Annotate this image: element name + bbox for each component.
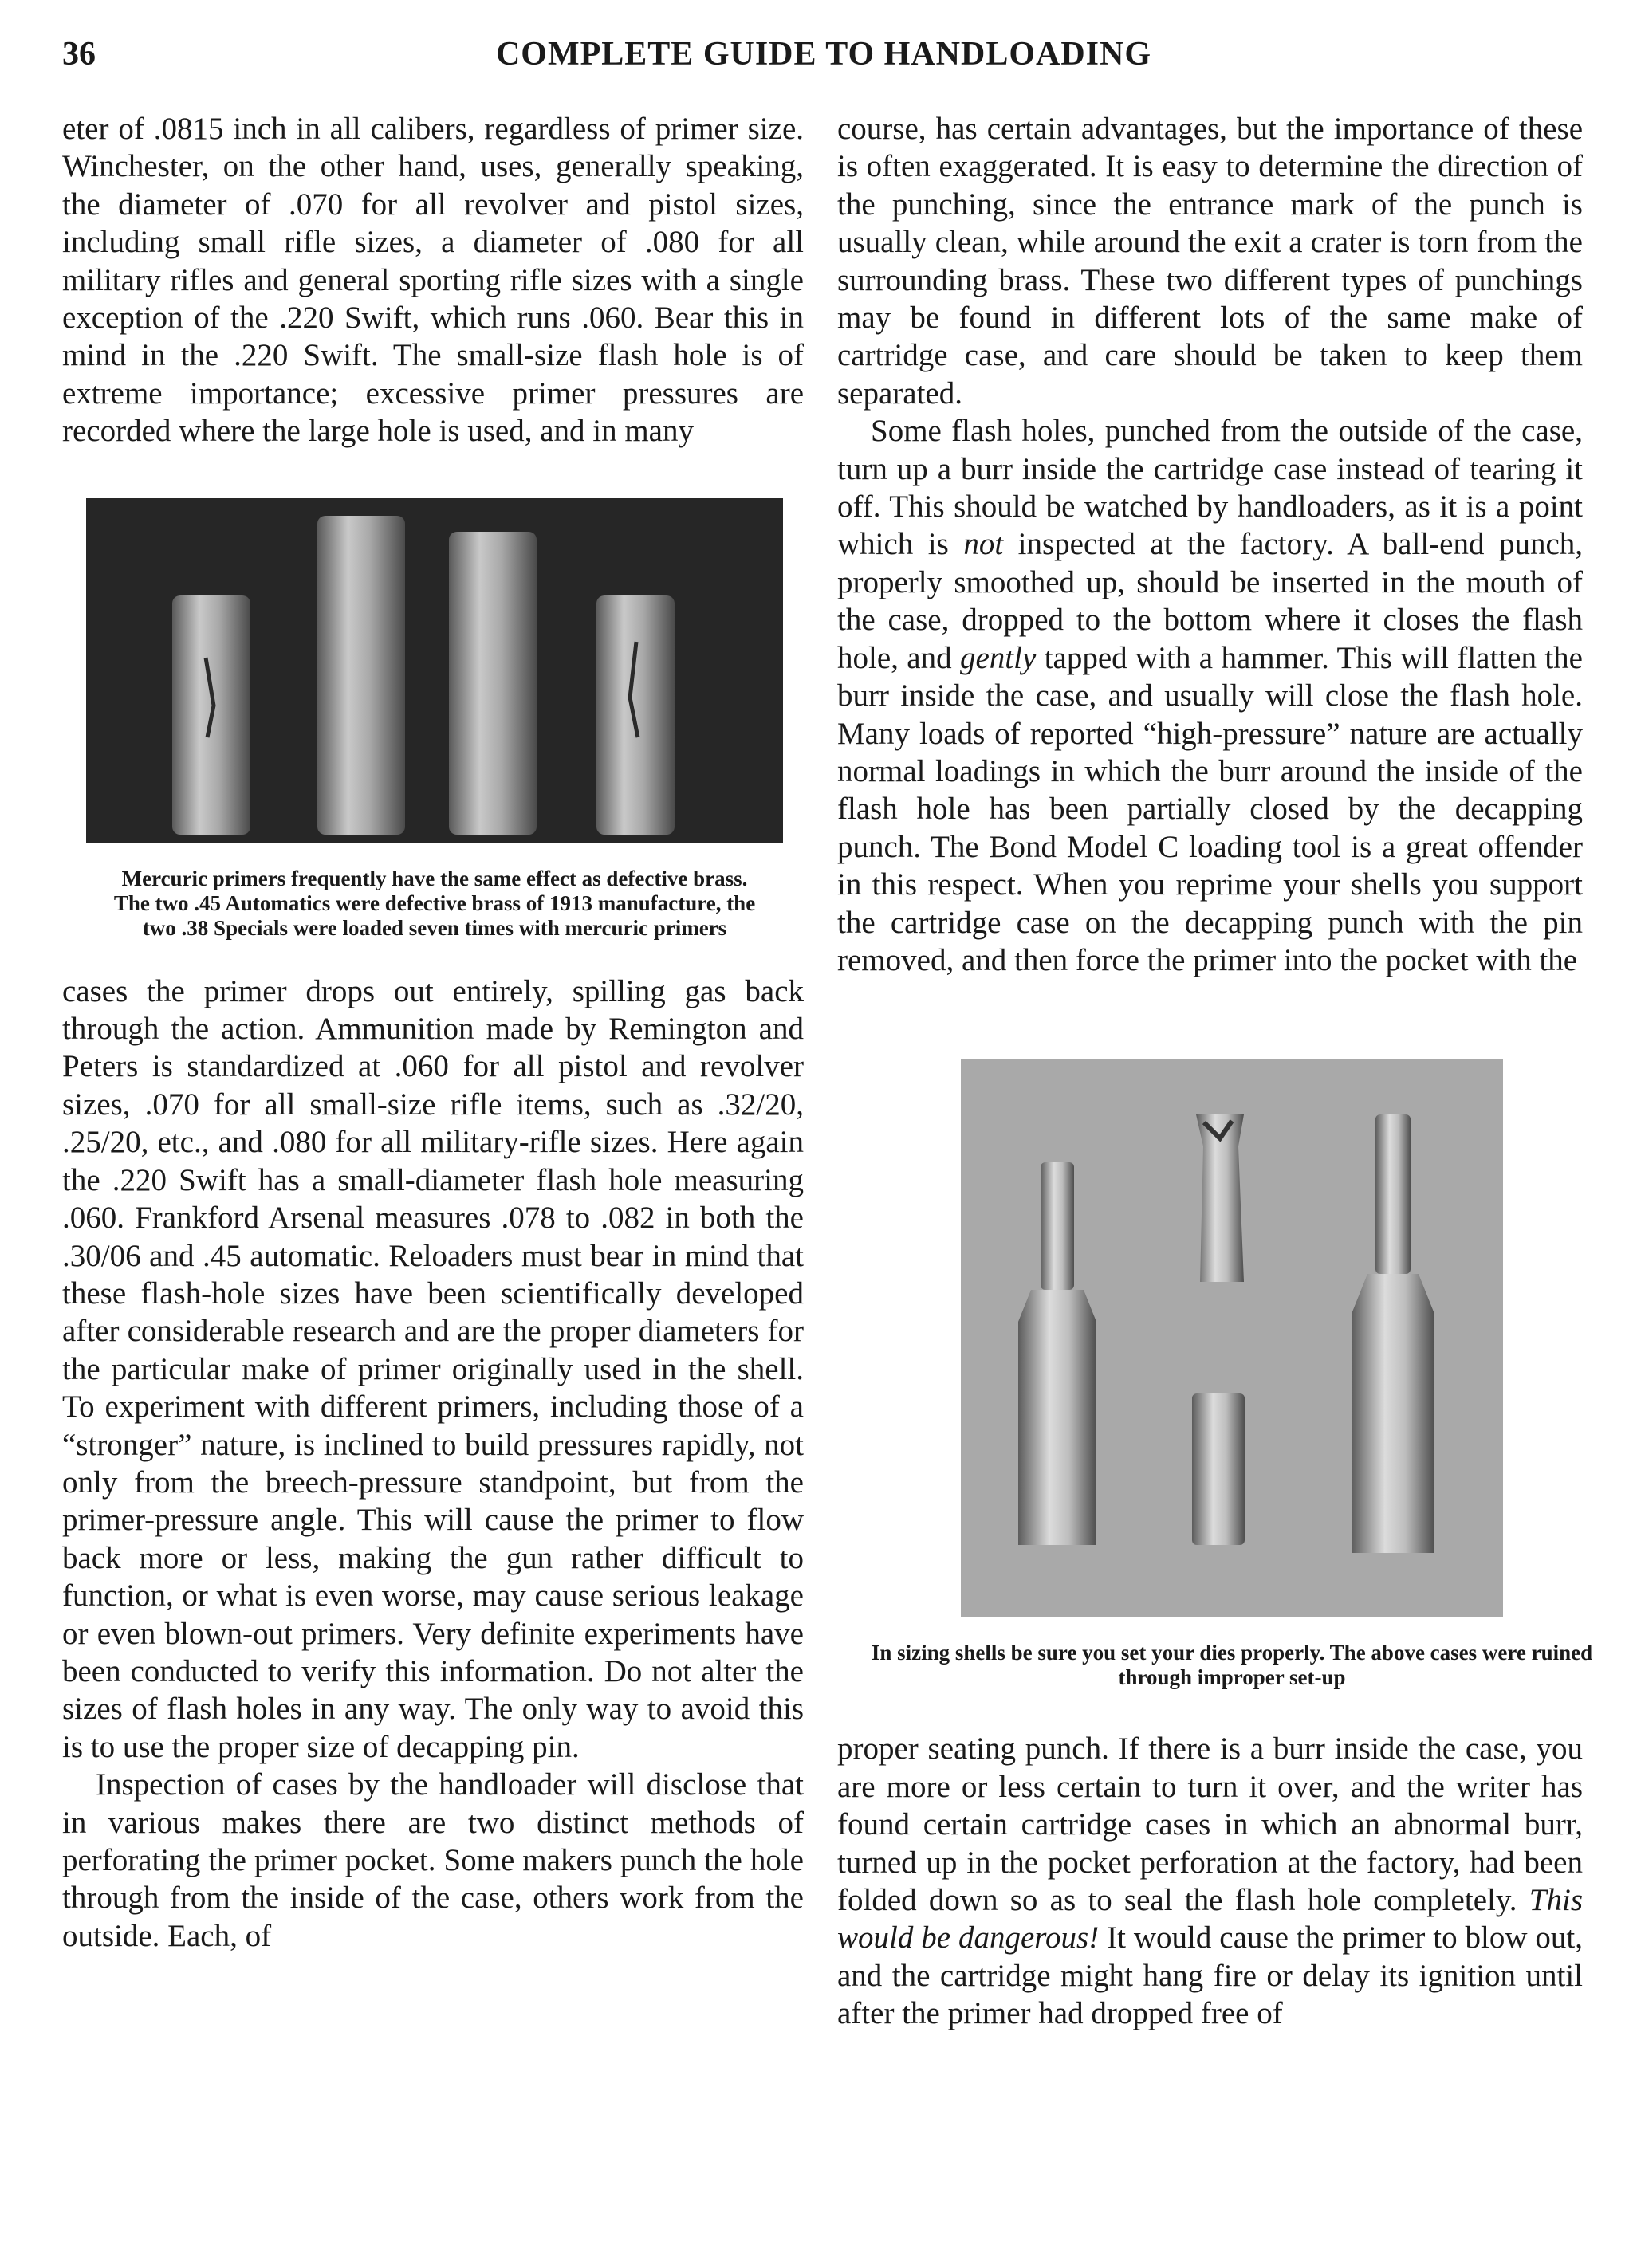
- para3-text-a: proper seating punch. If there is a burr inside the case, you are more or less certain to turn it over, and the writer has found certain cartridge cases in which an abnormal burr, turned up in the pocket perforation at the factory, had been folded down so as to seal the flash hole completely.: [837, 1731, 1583, 1917]
- figure-sizing-shells: [871, 1059, 1593, 1690]
- left-column: [62, 110, 804, 1955]
- running-head: COMPLETE GUIDE TO HANDLOADING: [495, 36, 1152, 73]
- cartridge-case-4: [596, 595, 675, 835]
- figure-mercuric-primers: [86, 498, 783, 941]
- photo-cartridge-cases: [86, 498, 783, 843]
- para2-text-a: Some flash holes, punched from the outside of the case, turn up a burr inside the cartridge case instead of tearing it off. This should be watched by handloaders, as it is a point which is: [837, 414, 1583, 562]
- para2-text-b: inspected at the factory. A ball-end punch, properly smoothed up, should be inserted in the mouth of the case, dropped to the bottom where it closes the flash hole, and: [837, 527, 1583, 675]
- para3-text-b: It would cause the primer to blow out, and the cartridge might hang fire or delay its ignition until after the primer had dropped free of: [837, 1920, 1583, 2031]
- para2-emphasis-not: not: [963, 527, 1004, 562]
- left-paragraph-2: cases the primer drops out entirely, spilling gas back through the action. Ammunition made by Remington and Peters is standardized at .060 for all pistol and revolver sizes, .070 for all small-size rifle items, such as .32/20, .25/20, etc., and .080 for all military-rifle sizes. Here again the .220 Swift has a small-diameter flash hole measuring .060. Frankford Arsenal measures .078 to .082 in both the .30/06 and .45 automatic. Reloaders must bear in mind that these flash-hole sizes have been scientifically developed after considerable research and are the proper diameters for the particular make of primer originally used in the shell. To experiment with different primers, including those of a “stronger” nature, is inclined to build pressures rapidly, not only from the breech-pressure standpoint, but from the primer-pressure angle. This will cause the primer to flow back more or less, making the gun rather difficult to function, or what is even worse, may cause serious leakage or even blown-out primers. Very definite experiments have been conducted to verify this information. Do not alter the sizes of flash holes in any way. The only way to avoid this is to use the proper size of decapping pin.: [62, 973, 804, 1764]
- left-paragraph-3: Inspection of cases by the handloader will disclose that in various makes there are two distinct methods of perforating the primer pocket. Some makers punch the hole through from the inside of the case, others work from the outside. Each, of: [62, 1767, 804, 1953]
- right-column: [837, 110, 1593, 2033]
- case-neck-1: [1041, 1162, 1074, 1290]
- case-body-2: [1352, 1274, 1434, 1553]
- right-paragraph-3: [837, 1730, 1583, 2032]
- case-body-1: [1018, 1290, 1096, 1545]
- right-paragraph-2: [837, 412, 1583, 979]
- cartridge-cases-illustration: [86, 498, 783, 843]
- ruined-cases-illustration: [961, 1059, 1503, 1617]
- right-paragraph-1: course, has certain advantages, but the importance of these is often exaggerated. It is easy to determine the direction of the punching, since the entrance mark of the punch is usually clean, while around the exit a crater is torn from the surrounding brass. These two different types of punchings may be found in different lots of the same make of cartridge case, and care should be taken to keep them separated.: [837, 112, 1583, 411]
- figure-1-caption: Mercuric primers frequently have the same effect as defective brass. The two .45 Automatics were defective brass of 1913 manufacture, the two .38 Specials were loaded seven times with mercuric primers: [113, 866, 756, 940]
- para2-emphasis-gently: gently: [960, 640, 1037, 675]
- para2-text-c: tapped with a hammer. This will flatten the burr inside the case, and usually will close the flash hole. Many loads of reported “high-pressure” nature are actually normal loadings in which the burr around the inside of the flash hole has been partially closed by the decapping punch. The Bond Model C loading tool is a great offender in this respect. When you reprime your shells you support the cartridge case on the decapping punch with the pin removed, and then force the primer into the pocket with the: [837, 640, 1583, 977]
- cartridge-case-3: [449, 532, 537, 835]
- page-number: 36: [62, 36, 96, 73]
- para3-emphasis-dangerous: This would be dangerous!: [837, 1882, 1583, 1956]
- photo-ruined-cases: [961, 1059, 1503, 1617]
- case-neck-2: [1375, 1114, 1411, 1274]
- cartridge-case-2: [317, 516, 405, 835]
- figure-2-caption: In sizing shells be sure you set your dies properly. The above cases were ruined through improper set-up: [871, 1641, 1593, 1690]
- left-paragraph-1: eter of .0815 inch in all calibers, regardless of primer size. Winchester, on the other hand, uses, generally speaking, the diameter of .070 for all revolver and pistol sizes, including small rifle sizes, a diameter of .080 for all military rifles and general sporting rifle sizes with a single exception of the .220 Swift, which runs .060. Bear this in mind in the .220 Swift. The small-size flash hole is of extreme importance; excessive primer pressures are recorded where the large hole is used, and in many: [62, 112, 804, 449]
- crushed-case-base: [1192, 1393, 1245, 1545]
- page-header: [62, 35, 1585, 83]
